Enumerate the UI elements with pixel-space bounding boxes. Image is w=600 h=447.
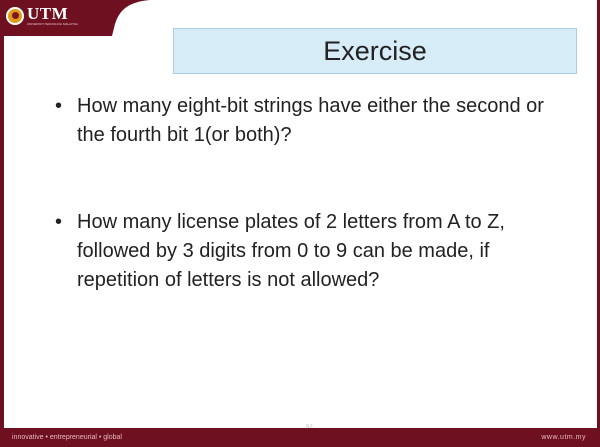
bullet-dot-icon: • — [55, 95, 63, 117]
bullet-list — [55, 92, 575, 295]
bullet-text: How many eight-bit strings have either the second or the fourth bit 1(or both)? — [77, 95, 544, 146]
logo-banner — [0, 0, 150, 40]
bullet-item — [55, 92, 575, 150]
footer-bar — [0, 428, 600, 447]
bullet-text: How many license plates of 2 letters from A to Z, followed by 3 digits from 0 to 9 can be made, if repetition of letters is not allowed? — [77, 211, 505, 291]
title-box — [173, 28, 577, 74]
bullet-item — [55, 208, 575, 295]
logo-subtitle: UNIVERSITI TEKNOLOGI MALAYSIA — [27, 22, 78, 26]
slide-title: Exercise — [323, 35, 427, 66]
logo-text: UTM — [27, 4, 69, 23]
utm-logo — [6, 5, 78, 26]
footer-tagline: innovative • entrepreneurial • global — [12, 434, 122, 441]
utm-seal-icon — [6, 7, 24, 25]
slide-border-left — [0, 0, 4, 447]
bullet-dot-icon: • — [55, 211, 63, 233]
footer-url: www.utm.my — [541, 434, 586, 441]
